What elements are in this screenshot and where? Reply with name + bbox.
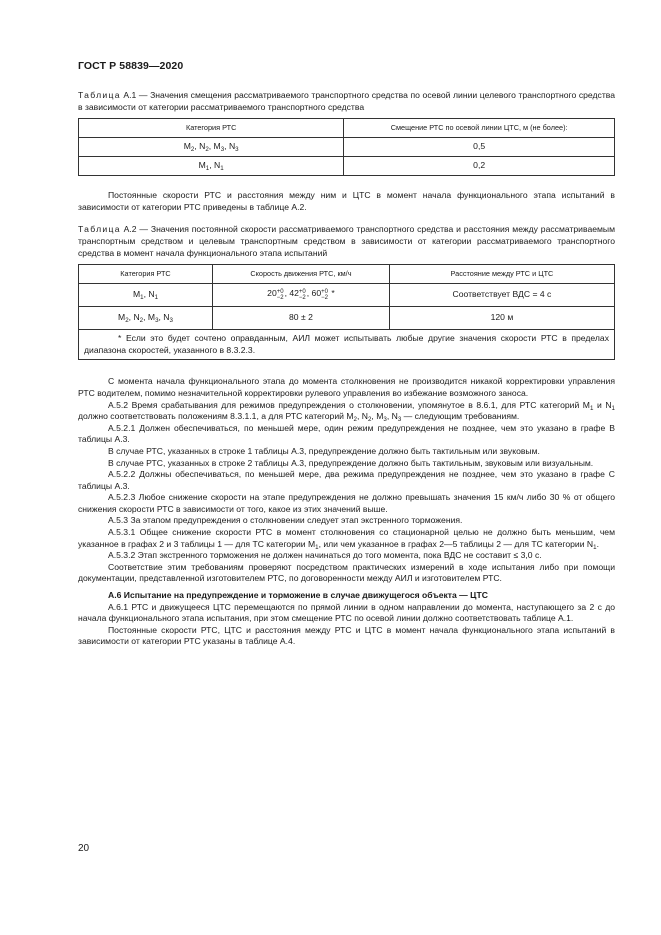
table-a1-caption-text: А.1 — Значения смещения рассматриваемого транспортного средства по осевой линии целевого транспортного средства в зависимости от категории рассматриваемого транспортного средства <box>78 90 615 112</box>
table-a1-cell-category: $М_2$, $N_2$, $M_3$, $N_3$ <box>79 138 344 157</box>
table-a1-caption-label: Таблица <box>78 90 121 100</box>
table-a2-note: * Если это будет сочтено оправданным, АИЛ может испытывать любые другие значения скорости РТС в пределах диапазона скоростей, указанного в 8.3.2.3. <box>79 330 615 360</box>
table-a1-cell-value: 0,5 <box>344 138 615 157</box>
table-a1-cell-category: $М_1$, $N_1$ <box>79 157 344 176</box>
table-a1-cell-value: 0,2 <box>344 157 615 176</box>
paragraph: С момента начала функционального этапа до момента столкновения не производится никакой корректировки управления РТС водителем, помимо незначительной корректировки рулевого управления во избежание возможного заноса. <box>78 376 615 398</box>
standard-designation: ГОСТ Р 58839—2020 <box>78 60 184 72</box>
paragraph-a1-reference: Постоянные скорости РТС и расстояния между ним и ЦТС в момент начала функционального этапа испытаний в зависимости от категории РТС приведены в таблице А.2. <box>78 190 615 212</box>
table-row <box>79 307 615 330</box>
table-a2-cell-speed: 20+0 −2, 42+0 −2, 60+0 −2 * <box>213 284 390 307</box>
paragraph: А.6.1 РТС и движущееся ЦТС перемещаются по прямой линии в одном направлении до момента, наступающего за 2 с до начала функционального этапа испытания, при этом смещение РТС по осевой линии должно соответствовать таблице А.1. <box>78 601 615 624</box>
paragraph: А.5.2.2 Должны обеспечиваться, по меньшей мере, два режима предупреждения не позднее, чем это указано в графе С таблицы А.3. <box>78 469 615 491</box>
section-heading-a6: А.6 Испытание на предупреждение и торможение в случае движущегося объекта — ЦТС <box>108 590 488 601</box>
table-a2-caption-label: Таблица <box>78 224 121 235</box>
table-a2-header-distance: Расстояние между РТС и ЦТС <box>389 265 614 284</box>
table-row <box>79 138 615 157</box>
table-a2-cell-speed: 80 ± 2 <box>213 307 390 330</box>
paragraph-a5-2: А.5.2 Время срабатывания для режимов предупреждения о столкновении, упомянутое в 8.6.1, для РТС категорий $М_1$ и $N_1$ должно соответствовать положениям 8.3.1.1, а для РТС категорий $М_2$, $N_2$, $М_3$, $N_3$ — следующим требованиям. <box>78 399 615 424</box>
paragraph: А.5.2.3 Любое снижение скорости на этапе предупреждения не должно превышать значения 15 км/ч либо 30 % от общего снижения скорости РТС в зависимости от того, какое из этих значений выше. <box>78 492 615 514</box>
table-a2-cell-distance: 120 м <box>389 307 614 330</box>
table-a1-caption <box>78 90 615 113</box>
table-a1-header-category: Категория РТС <box>79 119 344 138</box>
paragraph: А.5.2.1 Должен обеспечиваться, по меньшей мере, один режим предупреждения не позднее, чем это указано в графе B таблицы А.3. <box>78 422 615 445</box>
paragraph: А.5.3.2 Этап экстренного торможения не должен начинаться до того момента, пока ВДС не составит ≤ 3,0 с. <box>108 550 542 561</box>
paragraph: В случае РТС, указанных в строке 2 таблицы А.3, предупреждение должно быть тактильным, звуковым или визуальным. <box>108 457 594 468</box>
page-content <box>78 90 615 648</box>
paragraph: Постоянные скорости РТС, ЦТС и расстояния между РТС и ЦТС в момент начала функционального этапа испытаний в зависимости от категории РТС указаны в таблице А.4. <box>78 624 615 647</box>
paragraph: А.5.3 За этапом предупреждения о столкновении следует этап экстренного торможения. <box>108 515 463 526</box>
table-a2-caption <box>78 224 615 259</box>
table-a2-header-row <box>79 265 615 284</box>
table-row <box>79 284 615 307</box>
table-a1-header-row <box>79 119 615 138</box>
paragraph: В случае РТС, указанных в строке 1 таблицы А.3, предупреждение должно быть тактильным или звуковым. <box>108 445 540 456</box>
table-a1 <box>78 118 615 176</box>
table-a2-caption-text: А.2 — Значения постоянной скорости рассматриваемого транспортного средства и расстояния между рассматриваемым транспортным средством и целевым транспортным средством в зависимости от категории рассматриваемого транспортного средства в момент начала функционального этапа испытаний <box>78 224 615 258</box>
paragraph-a5-3-1: А.5.3.1 Общее снижение скорости РТС в момент столкновения со стационарной целью не должно быть меньшим, чем указанное в графах 2 и 3 таблицы 1 — для ТС категории $М_1$, или чем указанное в графах 2—5 таблицы 2 — для ТС категории $N_1$. <box>78 527 615 551</box>
table-a2-cell-distance: Соответствует ВДС = 4 с <box>389 284 614 307</box>
page-number: 20 <box>78 843 90 854</box>
table-a2 <box>78 264 615 360</box>
table-a2-header-speed: Скорость движения РТС, км/ч <box>213 265 390 284</box>
table-a1-header-offset: Смещение РТС по осевой линии ЦТС, м (не более): <box>344 119 615 138</box>
table-a2-cell-category: $М_1$, $N_1$ <box>79 284 213 307</box>
table-row <box>79 157 615 176</box>
paragraph: Соответствие этим требованиям проверяют посредством практических измерений в ходе испытания либо при помощи документации, представленной изготовителем РТС, по договоренности между АИЛ и изготовителем РТС. <box>78 561 615 584</box>
table-a2-header-category: Категория РТС <box>79 265 213 284</box>
table-a2-cell-category: $М_2$, $N_2$, $M_3$, $N_3$ <box>79 307 213 330</box>
table-a2-note-row <box>79 330 615 360</box>
